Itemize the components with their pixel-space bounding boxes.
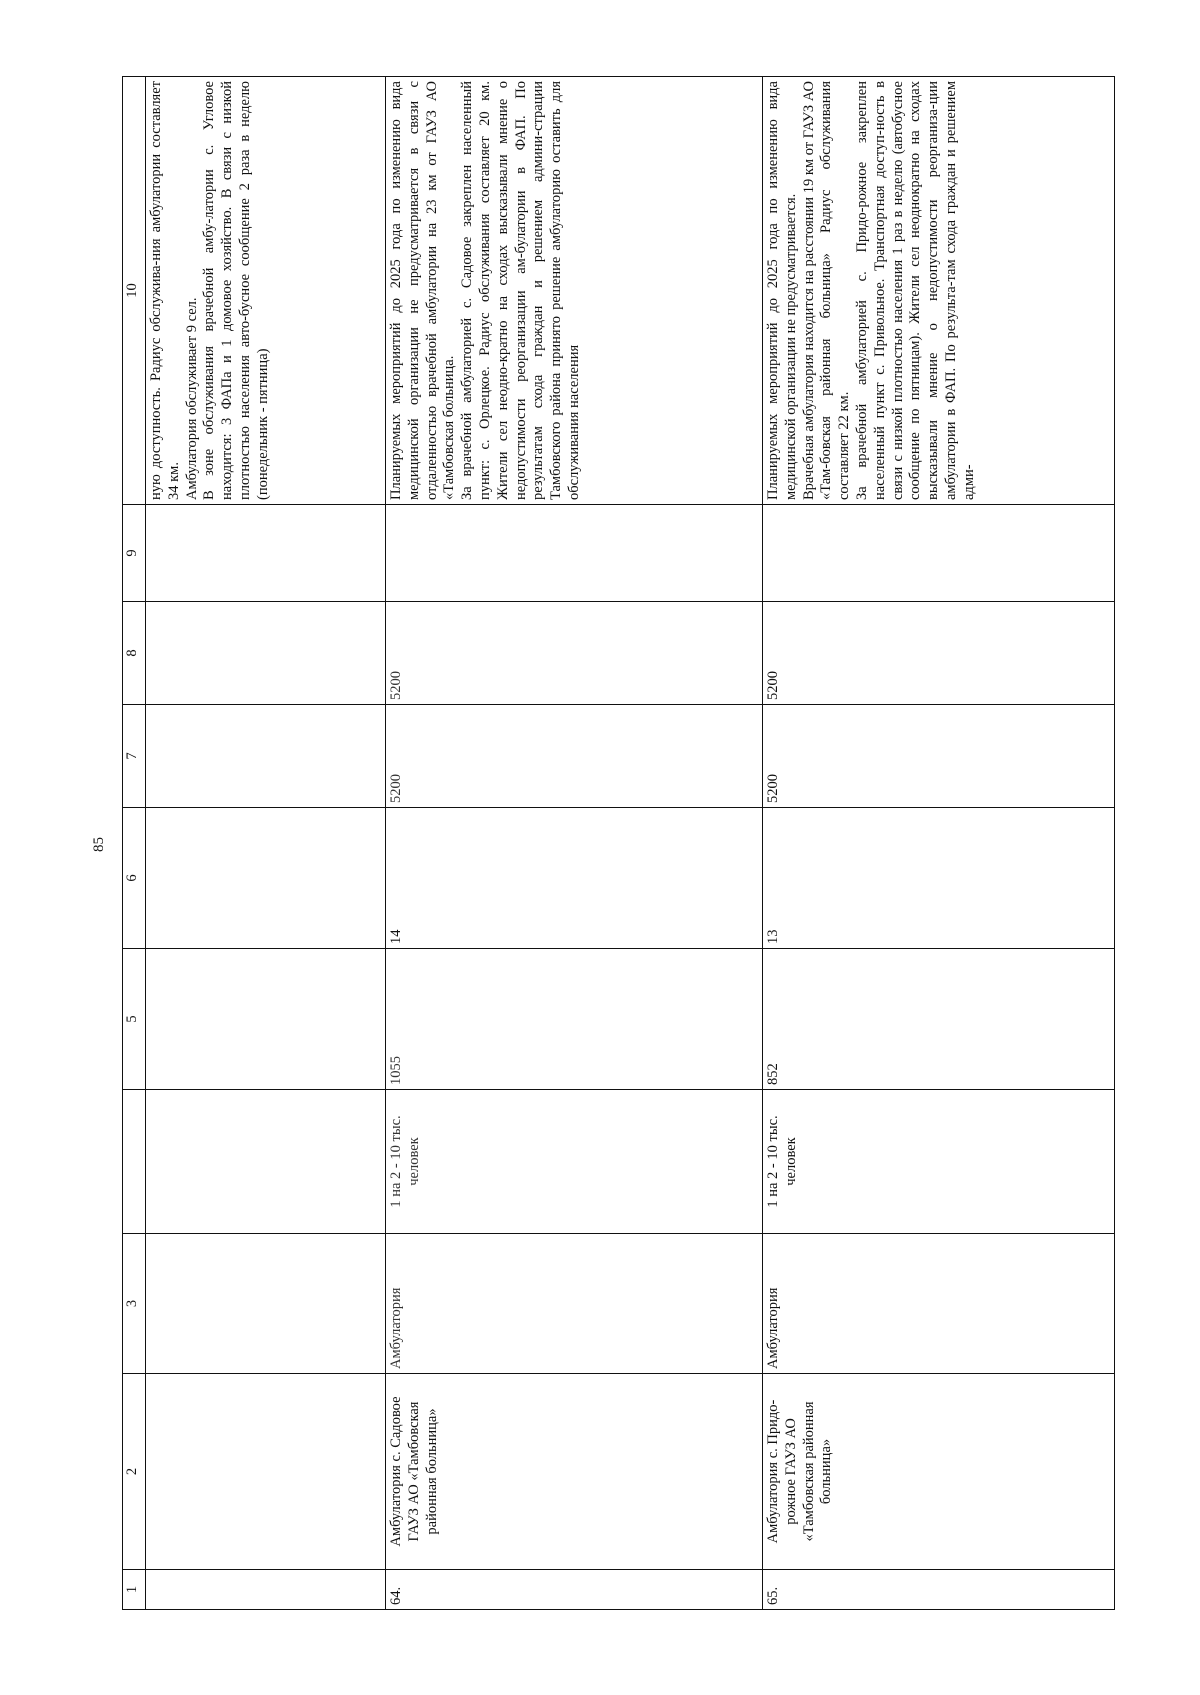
note-paragraph: За врачебной амбулаторией с. Придо-рожное закреплен населенный пункт с. Привольное. Транспортная доступ-ность в связи с низкой плотностью населения 1 раз в неделю (автобусное сообщение по пятницам). Жители сел неоднократно на сходах высказывали мнение о недопустимости реорганиза-ции амбулатории в ФАП. По результа-там схода граждан и решением адми- <box>853 81 977 500</box>
header-cell-10: 10 <box>123 77 146 505</box>
header-cell-7: 7 <box>123 705 146 808</box>
population: 1055 <box>386 949 763 1090</box>
value-col7: 5200 <box>386 705 763 808</box>
norm: 1 на 2 - 10 тыс. человек <box>763 1090 1115 1234</box>
header-cell-4 <box>123 1090 146 1234</box>
facilities-table-rotated <box>122 77 1115 1610</box>
note-paragraph: ную доступность. Радиус обслужива-ния амбулатории составляет 34 км. <box>148 81 182 500</box>
value-col8: 5200 <box>386 602 763 705</box>
table-row <box>763 77 1115 1610</box>
note-paragraph: Амбулатория обслуживает 9 сел. <box>183 297 200 500</box>
facility-type: Амбулатория <box>386 1234 763 1374</box>
table-row <box>386 77 763 1610</box>
facilities-table <box>122 76 1115 1610</box>
facility-name <box>146 1374 386 1570</box>
header-cell-9: 9 <box>123 505 146 602</box>
facility-type: Амбулатория <box>763 1234 1115 1374</box>
value-col7 <box>146 705 386 808</box>
page-number: 85 <box>91 837 107 852</box>
norm <box>146 1090 386 1234</box>
value-col8: 5200 <box>763 602 1115 705</box>
facility-name: Амбулатория с. Придо-рожное ГАУЗ АО «Тамбовская районная больница» <box>763 1374 1115 1570</box>
facility-type <box>146 1234 386 1374</box>
note-cell <box>146 77 386 505</box>
header-cell-5: 5 <box>123 949 146 1090</box>
distance: 14 <box>386 808 763 949</box>
distance: 13 <box>763 808 1115 949</box>
note-paragraph: За врачебной амбулаторией с. Садовое закреплен населенный пункт: с. Орлецкое. Радиус обслуживания составляет 20 км. Жители сел неодно-кратно на сходах высказывали мнение о недопустимости реорганизации ам-булатории в ФАП. По результатам схода граждан и решением админи-страции Тамбовского района принято решение амбулаторию оставить для обслуживания населения <box>459 81 582 500</box>
note-cell <box>763 77 1115 505</box>
note-paragraph: Планируемых мероприятий до 2025 года по изменению вида медицинской организации не предусматривается в связи с отдаленностью врачебной амбулатории на 23 км от ГАУЗ АО «Тамбовская больница. <box>388 81 458 500</box>
value-col9 <box>146 505 386 602</box>
note-paragraph: Врачебная амбулатория находится на расстоянии 19 км от ГАУЗ АО «Там-бовская районная больница» Радиус обслуживания составляет 22 км. <box>800 81 853 500</box>
note-paragraph: В зоне обслуживания врачебной амбу-латории с. Угловое находится: 3 ФАПа и 1 домовое хозяйство. В связи с низкой плотностью населения авто-бусное сообщение 2 раза в неделю (понедельник - пятница) <box>201 81 271 500</box>
table-row <box>146 77 386 1610</box>
norm: 1 на 2 - 10 тыс. человек <box>386 1090 763 1234</box>
row-number: 65. <box>763 1570 1115 1610</box>
header-cell-8: 8 <box>123 602 146 705</box>
value-col9 <box>763 505 1115 602</box>
note-cell <box>386 77 763 505</box>
header-cell-6: 6 <box>123 808 146 949</box>
distance <box>146 808 386 949</box>
row-number <box>146 1570 386 1610</box>
header-cell-2: 2 <box>123 1374 146 1570</box>
header-cell-1: 1 <box>123 1570 146 1610</box>
value-col9 <box>386 505 763 602</box>
value-col8 <box>146 602 386 705</box>
facility-name: Амбулатория с. Садовое ГАУЗ АО «Тамбовская районная больница» <box>386 1374 763 1570</box>
note-paragraph: Планируемых мероприятий до 2025 года по изменению вида медицинской организации не предусматривается. <box>765 81 799 500</box>
row-number: 64. <box>386 1570 763 1610</box>
value-col7: 5200 <box>763 705 1115 808</box>
header-cell-3: 3 <box>123 1234 146 1374</box>
header-row <box>123 77 146 1610</box>
population: 852 <box>763 949 1115 1090</box>
population <box>146 949 386 1090</box>
